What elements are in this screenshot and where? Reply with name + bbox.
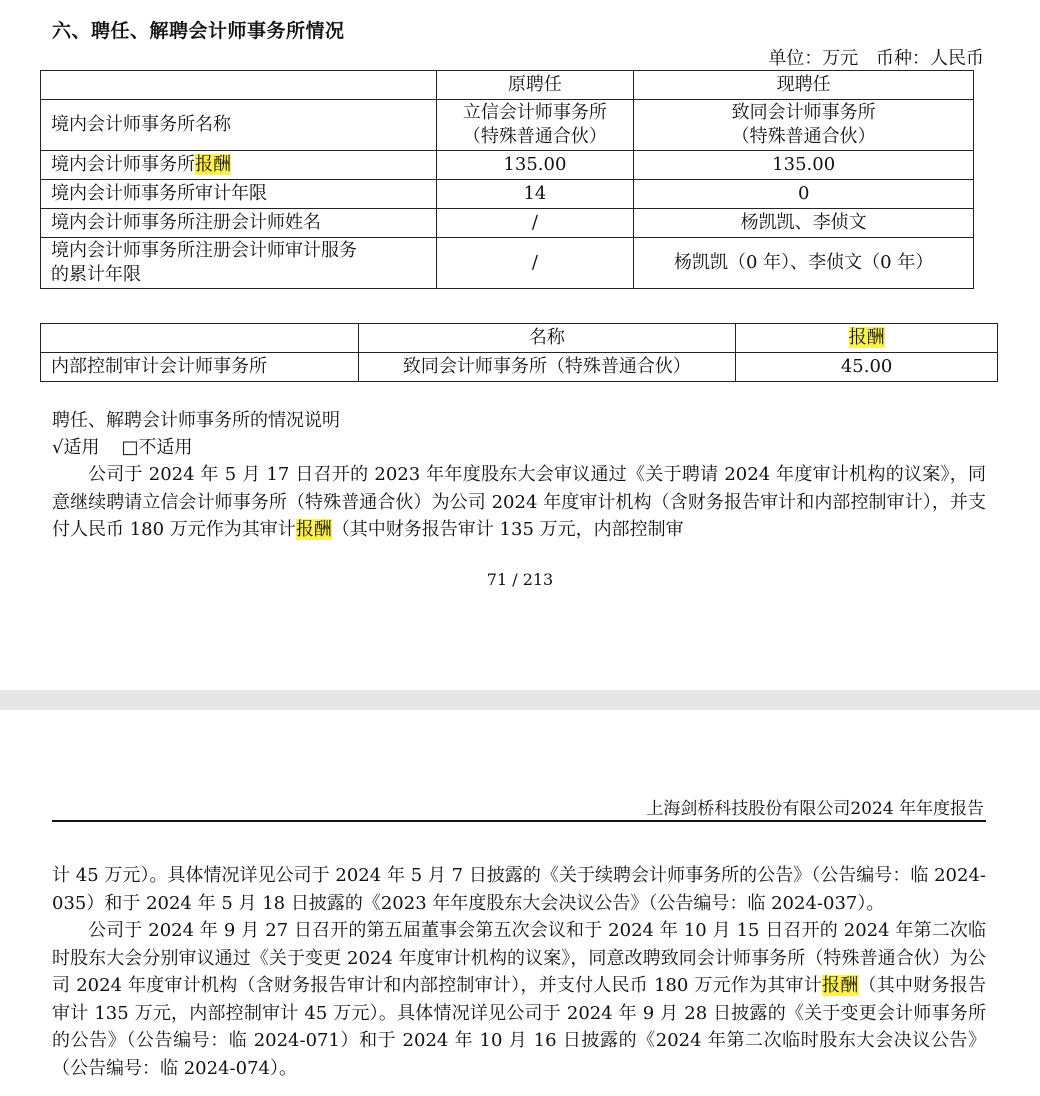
row-curr: 杨凯凯（0 年）、李侦文（0 年） — [634, 238, 974, 289]
paragraph-change-auditor — [52, 917, 986, 1082]
not-applicable-option: □不适用 — [121, 437, 193, 458]
paragraph-text: （其中财务报告审计 135 万元，内部控制审 — [331, 519, 684, 540]
currency-label: 币种：人民币 — [876, 48, 984, 69]
header-name: 名称 — [358, 324, 736, 353]
row-prev: 135.00 — [436, 151, 634, 180]
row-label-text: 境内会计师事务所 — [51, 154, 195, 175]
row-curr: 135.00 — [634, 151, 974, 180]
highlighted-term: 报酬 — [848, 327, 885, 348]
table-row — [41, 238, 974, 289]
paragraph-text: 公司于 2024 年 9 月 27 日召开的第五届董事会第五次会议和于 2024 年 10 月 15 日召开的 2024 年第二次临时股东大会分别审议通过《关于变更 2024 年度审计机构的议案》，同意改聘致同会计师事务所（特殊普通合伙）为公司 2024 年度审计机构（含财务报告审计和内部控制审计），并支付人民币 180 万元作为其审计 — [52, 920, 986, 996]
paragraph-text: 公司于 2024 年 5 月 17 日召开的 2023 年年度股东大会审议通过《关于聘请 2024 年度审计机构的议案》，同意继续聘请立信会计师事务所（特殊普通合伙）为公司 2024 年度审计机构（含财务报告审计和内部控制审计），并支付人民币 180 万元作为其审计 — [52, 464, 986, 540]
highlighted-term: 报酬 — [295, 519, 332, 540]
header-rule — [52, 820, 986, 822]
paragraph-continued: 计 45 万元）。具体情况详见公司于 2024 年 5 月 7 日披露的《关于续聘会计师事务所的公告》（公告编号：临 2024-035）和于 2024 年 5 月 18 日披露的《2023 年年度股东大会决议公告》（公告编号：临 2024-037）。 — [52, 865, 986, 914]
row-curr: 致同会计师事务所 （特殊普通合伙） — [634, 100, 974, 151]
section-title: 六、聘任、解聘会计师事务所情况 — [52, 20, 345, 42]
highlighted-term: 报酬 — [822, 975, 859, 996]
row-name: 致同会计师事务所（特殊普通合伙） — [358, 353, 736, 382]
header-blank — [41, 71, 437, 100]
page-number: 71 / 213 — [486, 570, 554, 589]
row-curr: 杨凯凯、李侦文 — [634, 209, 974, 238]
table-row — [41, 180, 974, 209]
row-prev: 立信会计师事务所 （特殊普通合伙） — [436, 100, 634, 151]
table-row — [41, 100, 974, 151]
row-label: 境内会计师事务所名称 — [41, 100, 437, 151]
row-fee: 45.00 — [736, 353, 998, 382]
report-header: 上海剑桥科技股份有限公司2024 年年度报告 — [646, 799, 984, 819]
row-curr: 0 — [634, 180, 974, 209]
row-prev: 14 — [436, 180, 634, 209]
header-fee — [736, 324, 998, 353]
row-label: 境内会计师事务所注册会计师审计服务 的累计年限 — [41, 238, 437, 289]
row-label: 内部控制审计会计师事务所 — [41, 353, 359, 382]
internal-control-table — [40, 323, 998, 382]
header-prev: 原聘任 — [436, 71, 634, 100]
explain-title: 聘任、解聘会计师事务所的情况说明 — [52, 410, 340, 431]
auditor-table — [40, 70, 974, 289]
header-blank — [41, 324, 359, 353]
table-row — [41, 353, 998, 382]
applicable-option: √适用 — [52, 437, 100, 458]
paragraph-text: （其中财务报告审计 135 万元，内部控制审计 45 万元）。具体情况详见公司于 2024 年 9 月 28 日披露的《关于变更会计师事务所的公告》（公告编号：临 2024-071）和于 2024 年 10 月 16 日披露的《2024 年第二次临时股东大会决议公告》（公告编号：临 2024-074）。 — [52, 975, 987, 1079]
row-prev: / — [436, 238, 634, 289]
row-label — [41, 151, 437, 180]
row-label: 境内会计师事务所审计年限 — [41, 180, 437, 209]
table-header-row — [41, 324, 998, 353]
row-prev: / — [436, 209, 634, 238]
table-row — [41, 151, 974, 180]
row-label: 境内会计师事务所注册会计师姓名 — [41, 209, 437, 238]
applicability-options — [52, 434, 193, 462]
unit-label: 单位：万元 — [768, 48, 859, 69]
page-72 — [0, 710, 1040, 1096]
paragraph-reappointment — [52, 461, 986, 544]
header-curr: 现聘任 — [634, 71, 974, 100]
unit-line — [756, 44, 984, 70]
highlighted-term: 报酬 — [195, 154, 231, 175]
page-gap — [0, 690, 1040, 710]
table-header-row — [41, 71, 974, 100]
table-row — [41, 209, 974, 238]
